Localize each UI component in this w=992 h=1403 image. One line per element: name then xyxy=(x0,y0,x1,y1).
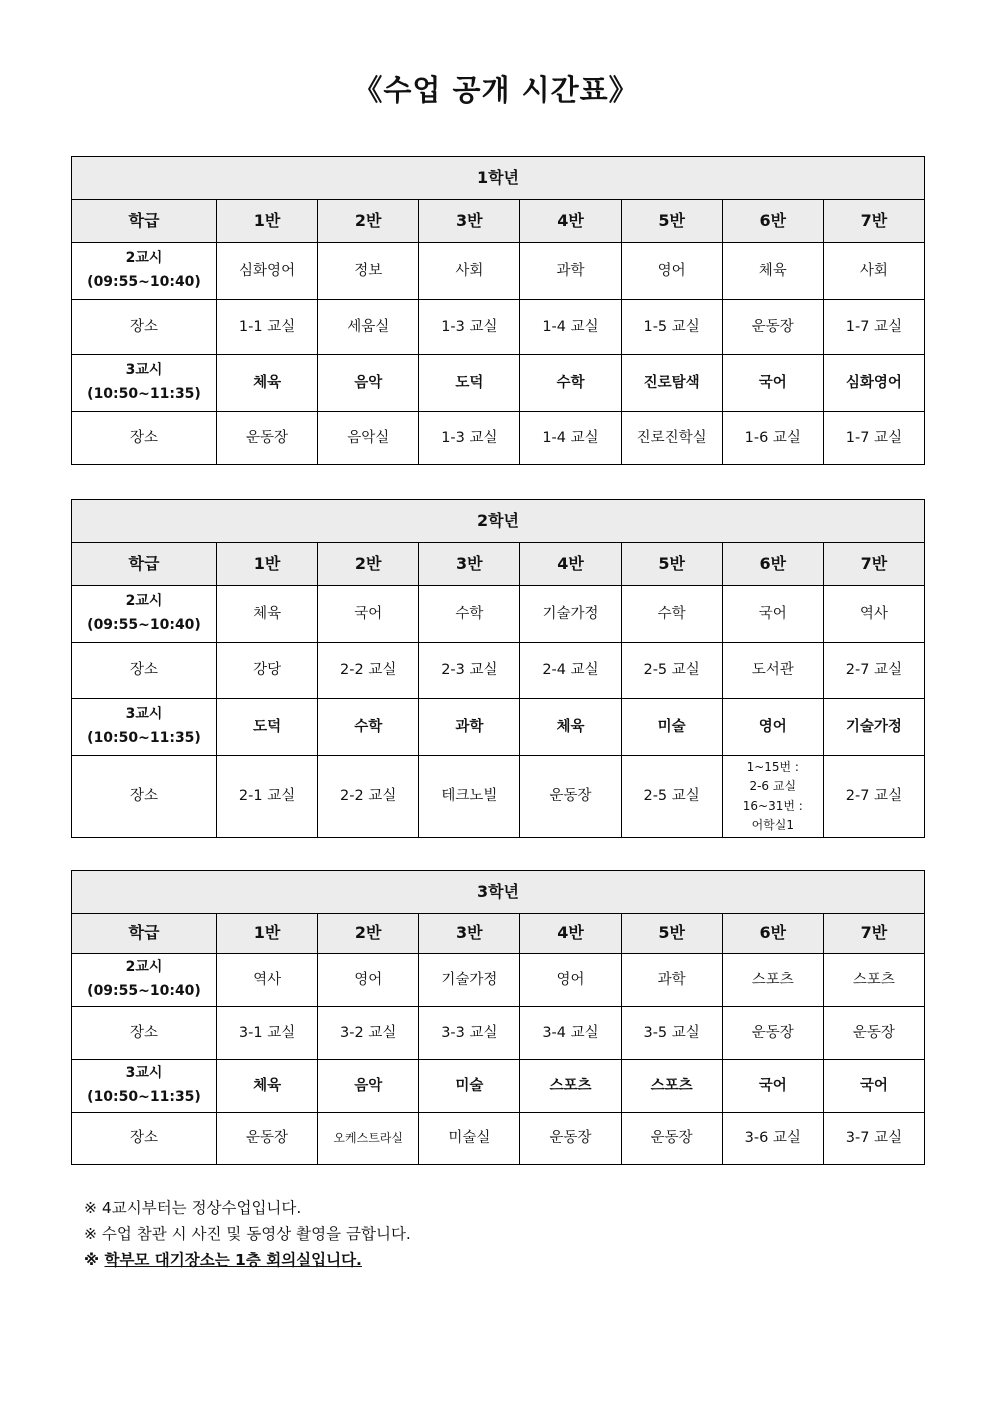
place-cell: 3-4 교실 xyxy=(520,1007,621,1060)
place-line: 1~15번 : xyxy=(746,760,799,775)
place-cell: 세움실 xyxy=(318,300,419,355)
place-cell: 운동장 xyxy=(520,756,621,838)
subject-cell: 미술 xyxy=(419,1060,520,1113)
place-cell: 2-5 교실 xyxy=(621,756,722,838)
col-header: 5반 xyxy=(621,543,722,586)
grade-title: 2학년 xyxy=(72,500,925,543)
col-header: 1반 xyxy=(217,200,318,243)
col-header: 3반 xyxy=(419,200,520,243)
period-name: 2교시 xyxy=(125,250,163,267)
period-time: (10:50~11:35) xyxy=(87,1089,201,1105)
subject-cell: 사회 xyxy=(419,243,520,300)
place-cell: 1-3 교실 xyxy=(419,412,520,465)
subject-cell: 기술가정 xyxy=(419,954,520,1007)
subject-cell: 영어 xyxy=(520,954,621,1007)
place-cell: 운동장 xyxy=(722,1007,823,1060)
subject-cell: 사회 xyxy=(823,243,924,300)
subject-cell: 심화영어 xyxy=(217,243,318,300)
page-title: 《수업 공개 시간표》 xyxy=(353,73,639,107)
col-header: 7반 xyxy=(823,200,924,243)
subject-cell: 음악 xyxy=(318,1060,419,1113)
col-header: 2반 xyxy=(318,200,419,243)
place-cell: 오케스트라실 xyxy=(318,1113,419,1165)
col-header: 4반 xyxy=(520,543,621,586)
period-cell xyxy=(72,954,217,1007)
period-cell xyxy=(72,355,217,412)
place-cell: 운동장 xyxy=(217,1113,318,1165)
col-header: 7반 xyxy=(823,543,924,586)
place-label: 장소 xyxy=(72,1007,217,1060)
subject-cell: 스포츠 xyxy=(520,1060,621,1113)
subject-cell: 역사 xyxy=(217,954,318,1007)
timetable-grade-2 xyxy=(71,499,925,838)
place-cell: 3-2 교실 xyxy=(318,1007,419,1060)
subject-cell: 체육 xyxy=(722,243,823,300)
place-cell: 미술실 xyxy=(419,1113,520,1165)
period-time: (09:55~10:40) xyxy=(87,617,201,633)
col-header: 학급 xyxy=(72,914,217,954)
place-cell: 1-4 교실 xyxy=(520,412,621,465)
subject-cell: 체육 xyxy=(217,586,318,643)
place-cell: 2-2 교실 xyxy=(318,756,419,838)
subject-cell: 영어 xyxy=(318,954,419,1007)
place-label: 장소 xyxy=(72,300,217,355)
place-cell: 운동장 xyxy=(520,1113,621,1165)
place-line: 16~31번 : xyxy=(742,798,803,813)
place-cell: 음악실 xyxy=(318,412,419,465)
subject-cell: 스포츠 xyxy=(621,1060,722,1113)
col-header: 4반 xyxy=(520,200,621,243)
place-cell: 테크노빌 xyxy=(419,756,520,838)
period-time: (09:55~10:40) xyxy=(87,983,201,999)
place-cell: 1-1 교실 xyxy=(217,300,318,355)
col-header: 2반 xyxy=(318,543,419,586)
place-cell: 2-1 교실 xyxy=(217,756,318,838)
place-cell: 2-7 교실 xyxy=(823,643,924,699)
subject-cell: 수학 xyxy=(318,699,419,756)
place-cell: 1-4 교실 xyxy=(520,300,621,355)
place-cell: 3-7 교실 xyxy=(823,1113,924,1165)
subject-cell: 국어 xyxy=(722,586,823,643)
place-cell: 1-7 교실 xyxy=(823,412,924,465)
subject-cell: 체육 xyxy=(520,699,621,756)
timetable-grade-1 xyxy=(71,156,925,465)
period-cell xyxy=(72,1060,217,1113)
period-name: 2교시 xyxy=(125,593,163,610)
subject-cell: 스포츠 xyxy=(823,954,924,1007)
subject-cell: 국어 xyxy=(823,1060,924,1113)
place-cell-split xyxy=(722,756,823,838)
subject-cell: 국어 xyxy=(722,355,823,412)
col-header: 학급 xyxy=(72,200,217,243)
period-cell xyxy=(72,243,217,300)
col-header: 6반 xyxy=(722,543,823,586)
period-time: (10:50~11:35) xyxy=(87,386,201,402)
col-header: 2반 xyxy=(318,914,419,954)
subject-cell: 기술가정 xyxy=(520,586,621,643)
subject-cell: 과학 xyxy=(621,954,722,1007)
subject-cell: 국어 xyxy=(722,1060,823,1113)
place-cell: 3-3 교실 xyxy=(419,1007,520,1060)
subject-cell: 도덕 xyxy=(217,699,318,756)
place-cell: 운동장 xyxy=(217,412,318,465)
note-line-emphasis xyxy=(84,1247,411,1273)
place-cell: 운동장 xyxy=(823,1007,924,1060)
col-header: 3반 xyxy=(419,543,520,586)
subject-cell: 영어 xyxy=(621,243,722,300)
note-mark: ※ xyxy=(84,1251,100,1269)
place-cell: 2-3 교실 xyxy=(419,643,520,699)
subject-cell: 정보 xyxy=(318,243,419,300)
subject-cell: 수학 xyxy=(520,355,621,412)
place-cell: 1-7 교실 xyxy=(823,300,924,355)
period-time: (10:50~11:35) xyxy=(87,730,201,746)
place-cell: 진로진학실 xyxy=(621,412,722,465)
place-label: 장소 xyxy=(72,756,217,838)
subject-cell: 수학 xyxy=(621,586,722,643)
note-line: ※ 4교시부터는 정상수업입니다. xyxy=(84,1199,302,1217)
place-label: 장소 xyxy=(72,412,217,465)
place-label: 장소 xyxy=(72,1113,217,1165)
period-cell xyxy=(72,699,217,756)
col-header: 3반 xyxy=(419,914,520,954)
subject-cell: 과학 xyxy=(520,243,621,300)
subject-cell: 스포츠 xyxy=(722,954,823,1007)
subject-cell: 체육 xyxy=(217,1060,318,1113)
place-cell: 3-6 교실 xyxy=(722,1113,823,1165)
place-cell: 2-2 교실 xyxy=(318,643,419,699)
place-cell: 2-4 교실 xyxy=(520,643,621,699)
subject-cell: 도덕 xyxy=(419,355,520,412)
col-header: 4반 xyxy=(520,914,621,954)
col-header: 1반 xyxy=(217,543,318,586)
place-cell: 2-7 교실 xyxy=(823,756,924,838)
place-cell: 1-6 교실 xyxy=(722,412,823,465)
period-name: 2교시 xyxy=(125,959,163,976)
place-cell: 도서관 xyxy=(722,643,823,699)
place-cell: 2-5 교실 xyxy=(621,643,722,699)
place-label: 장소 xyxy=(72,643,217,699)
col-header: 5반 xyxy=(621,200,722,243)
period-name: 3교시 xyxy=(125,1065,163,1082)
period-time: (09:55~10:40) xyxy=(87,274,201,290)
timetable-grade-3 xyxy=(71,870,925,1165)
subject-cell: 국어 xyxy=(318,586,419,643)
period-name: 3교시 xyxy=(125,706,163,723)
period-name: 3교시 xyxy=(125,362,163,379)
col-header: 7반 xyxy=(823,914,924,954)
subject-cell: 기술가정 xyxy=(823,699,924,756)
notes xyxy=(84,1195,411,1273)
place-cell: 3-5 교실 xyxy=(621,1007,722,1060)
place-cell: 강당 xyxy=(217,643,318,699)
subject-cell: 체육 xyxy=(217,355,318,412)
col-header: 5반 xyxy=(621,914,722,954)
col-header: 학급 xyxy=(72,543,217,586)
subject-cell: 심화영어 xyxy=(823,355,924,412)
place-cell: 운동장 xyxy=(621,1113,722,1165)
col-header: 6반 xyxy=(722,914,823,954)
subject-cell: 역사 xyxy=(823,586,924,643)
place-cell: 1-5 교실 xyxy=(621,300,722,355)
note-line: ※ 수업 참관 시 사진 및 동영상 촬영을 금합니다. xyxy=(84,1225,411,1243)
place-cell: 3-1 교실 xyxy=(217,1007,318,1060)
subject-cell: 영어 xyxy=(722,699,823,756)
place-line: 2-6 교실 xyxy=(749,779,797,794)
subject-cell: 미술 xyxy=(621,699,722,756)
grade-title: 3학년 xyxy=(72,871,925,914)
col-header: 6반 xyxy=(722,200,823,243)
place-line: 어학실1 xyxy=(751,817,794,832)
note-emphasis-text: 학부모 대기장소는 1층 회의실입니다. xyxy=(104,1251,362,1269)
place-cell: 운동장 xyxy=(722,300,823,355)
period-cell xyxy=(72,586,217,643)
grade-title: 1학년 xyxy=(72,157,925,200)
subject-cell: 음악 xyxy=(318,355,419,412)
subject-cell: 과학 xyxy=(419,699,520,756)
subject-cell: 수학 xyxy=(419,586,520,643)
subject-cell: 진로탐색 xyxy=(621,355,722,412)
col-header: 1반 xyxy=(217,914,318,954)
place-cell: 1-3 교실 xyxy=(419,300,520,355)
